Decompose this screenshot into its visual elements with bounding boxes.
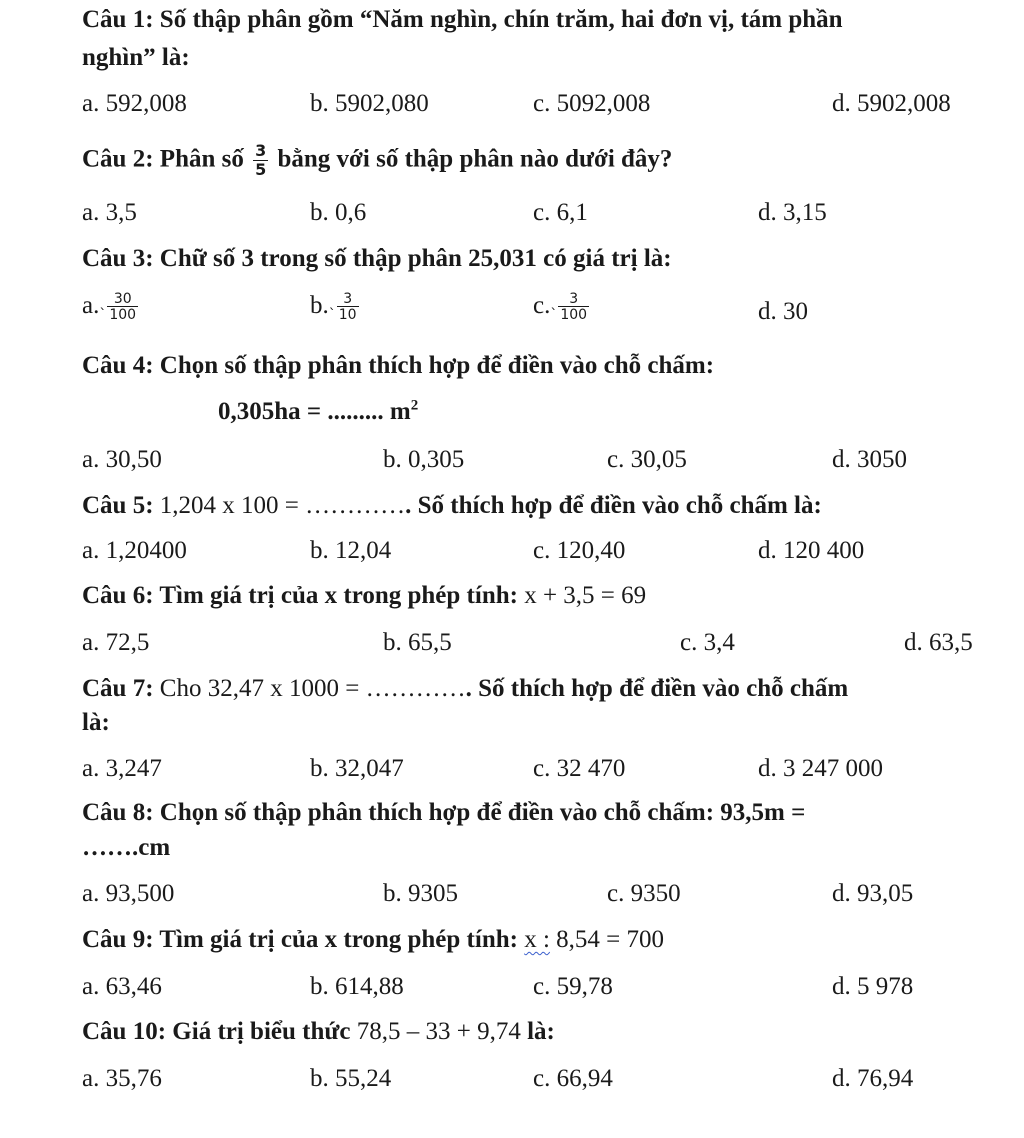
q9-option-b: b. 614,88	[310, 973, 404, 1000]
fraction-denominator: 100	[560, 307, 588, 324]
q4-option-a: a. 30,50	[82, 446, 162, 473]
expression: 1,204 x 100 = …………	[159, 492, 406, 519]
question-text: Tìm giá trị của x trong phép tính:	[159, 926, 518, 953]
question-8-line2	[82, 832, 170, 865]
q5-option-a: a. 1,20400	[82, 537, 187, 564]
question-1	[82, 4, 843, 37]
question-2	[82, 143, 672, 179]
q1-option-b: b. 5902,080	[310, 90, 429, 117]
fraction	[337, 292, 359, 323]
q6-option-d: d. 63,5	[904, 629, 973, 656]
option-prefix: a.	[82, 292, 100, 319]
q6-option-a: a. 72,5	[82, 629, 150, 656]
fraction-numerator: 3	[569, 290, 579, 307]
question-10	[82, 1016, 555, 1049]
question-text: …….cm	[82, 834, 171, 861]
question-text: Chọn số thập phân thích hợp để điền vào chỗ chấm:	[159, 352, 715, 379]
q2-option-c: c. 6,1	[533, 199, 588, 226]
fraction	[107, 292, 138, 323]
q2-option-a: a. 3,5	[82, 199, 137, 226]
question-text: Giá trị biểu thức	[172, 1018, 351, 1045]
fraction-numerator: 3	[343, 290, 353, 307]
question-text: nghìn” là:	[82, 44, 190, 71]
q5-option-c: c. 120,40	[533, 537, 626, 564]
question-label: Câu 5:	[82, 492, 154, 519]
question-7-line2	[82, 707, 110, 740]
expression: 8,54 = 700	[556, 926, 665, 953]
fraction-denominator: 10	[338, 307, 357, 324]
question-text: là:	[82, 709, 110, 736]
q3-option-d: d. 30	[758, 298, 808, 325]
q1-option-a: a. 592,008	[82, 90, 187, 117]
question-4	[82, 350, 714, 383]
question-1-line2	[82, 42, 190, 75]
q8-option-c: c. 9350	[607, 880, 681, 907]
tick-mark: `	[550, 307, 558, 323]
q8-option-a: a. 93,500	[82, 880, 175, 907]
option-prefix: b.	[310, 292, 329, 319]
q10-option-d: d. 76,94	[832, 1065, 914, 1092]
q6-option-c: c. 3,4	[680, 629, 735, 656]
q8-option-b: b. 9305	[383, 880, 458, 907]
question-6	[82, 580, 646, 613]
fraction	[558, 292, 589, 323]
q5-option-d: d. 120 400	[758, 537, 865, 564]
question-text: Số thập phân gồm “Năm nghìn, chín trăm, hai đơn vị, tám phần	[159, 6, 843, 33]
equation-text: 0,305ha = ......... m	[218, 398, 411, 425]
question-label: Câu 7:	[82, 675, 154, 702]
q2-option-b: b. 0,6	[310, 199, 367, 226]
fraction-denominator: 100	[109, 307, 137, 324]
q1-option-c: c. 5092,008	[533, 90, 651, 117]
spellcheck-underline: x :	[524, 926, 550, 953]
q2-option-d: d. 3,15	[758, 199, 827, 226]
q4-option-b: b. 0,305	[383, 446, 465, 473]
question-label: Câu 2:	[82, 145, 154, 173]
tick-mark: `	[99, 307, 107, 323]
question-label: Câu 9:	[82, 926, 154, 953]
q3-option-c	[533, 290, 592, 323]
q1-option-d: d. 5902,008	[832, 90, 951, 117]
question-label: Câu 8:	[82, 799, 154, 826]
expression: x + 3,5 = 69	[524, 582, 647, 609]
question-text: . Số thích hợp để điền vào chỗ chấm	[465, 675, 849, 702]
q7-option-a: a. 3,247	[82, 755, 162, 782]
q9-option-a: a. 63,46	[82, 973, 162, 1000]
question-label: Câu 6:	[82, 582, 154, 609]
q7-option-c: c. 32 470	[533, 755, 626, 782]
question-text: Phân số	[159, 145, 244, 173]
q3-option-b	[310, 290, 362, 323]
question-7	[82, 673, 848, 706]
question-label: Câu 10:	[82, 1018, 167, 1045]
q10-option-a: a. 35,76	[82, 1065, 162, 1092]
fraction-numerator: 30	[113, 290, 132, 307]
q4-option-d: d. 3050	[832, 446, 907, 473]
q9-option-c: c. 59,78	[533, 973, 613, 1000]
q8-option-d: d. 93,05	[832, 880, 914, 907]
question-5	[82, 490, 822, 523]
q4-equation	[218, 396, 418, 429]
question-text: Cho	[159, 675, 202, 702]
fraction-denominator: 5	[255, 159, 267, 179]
q4-option-c: c. 30,05	[607, 446, 687, 473]
q3-option-a	[82, 290, 141, 323]
question-text: là:	[527, 1018, 555, 1045]
expression: 32,47 x 1000 = …………	[207, 675, 466, 702]
fraction-numerator: 3	[255, 141, 267, 160]
q5-option-b: b. 12,04	[310, 537, 392, 564]
question-text: Chọn số thập phân thích hợp để điền vào chỗ chấm: 93,5m =	[159, 799, 806, 826]
question-label: Câu 3:	[82, 245, 154, 272]
option-prefix: c.	[533, 292, 551, 319]
q10-option-b: b. 55,24	[310, 1065, 392, 1092]
question-label: Câu 1:	[82, 6, 154, 33]
question-text: bằng với số thập phân nào dưới đây?	[277, 145, 673, 173]
expression: 78,5 – 33 + 9,74	[356, 1018, 521, 1045]
question-9	[82, 924, 664, 957]
fraction	[253, 143, 268, 179]
tick-mark: `	[328, 307, 336, 323]
question-text: . Số thích hợp để điền vào chỗ chấm là:	[405, 492, 822, 519]
q9-option-d: d. 5 978	[832, 973, 914, 1000]
q6-option-b: b. 65,5	[383, 629, 452, 656]
question-text: Tìm giá trị của x trong phép tính:	[159, 582, 518, 609]
question-3	[82, 243, 672, 276]
superscript: 2	[410, 397, 419, 414]
q10-option-c: c. 66,94	[533, 1065, 613, 1092]
question-8	[82, 797, 805, 830]
question-label: Câu 4:	[82, 352, 154, 379]
q7-option-b: b. 32,047	[310, 755, 404, 782]
q7-option-d: d. 3 247 000	[758, 755, 883, 782]
question-text: Chữ số 3 trong số thập phân 25,031 có giá trị là:	[159, 245, 672, 272]
